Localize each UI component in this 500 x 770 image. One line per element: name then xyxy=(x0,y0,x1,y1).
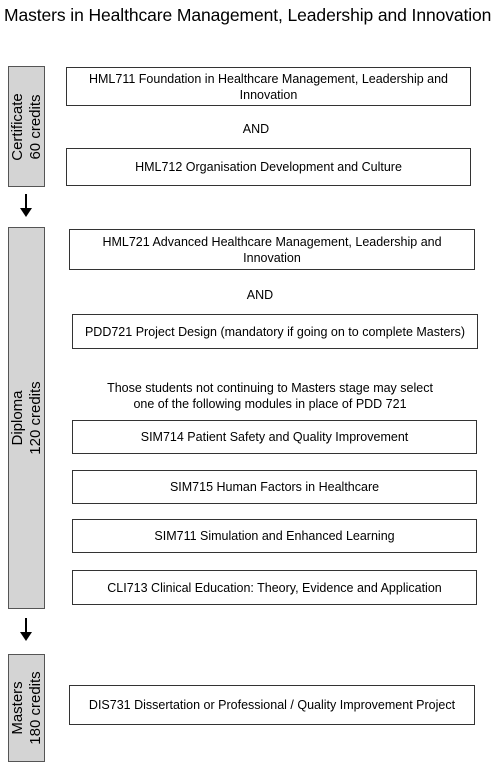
stage-diploma-name: Diploma xyxy=(8,390,26,446)
connector-and-1: AND xyxy=(242,122,270,136)
stage-masters-credits: 180 credits xyxy=(26,671,44,745)
arrow-down-icon xyxy=(17,617,35,643)
stage-certificate xyxy=(8,66,45,187)
stage-masters xyxy=(8,654,45,762)
module-pdd721 xyxy=(72,314,478,349)
elective-note xyxy=(60,380,480,412)
module-sim715 xyxy=(72,470,477,504)
module-hml711-label: HML711 Foundation in Healthcare Management, Leadership and Innovation xyxy=(88,71,449,102)
module-hml712 xyxy=(66,148,471,186)
elective-note-line-2: one of the following modules in place of PDD 721 xyxy=(133,397,407,411)
stage-masters-name: Masters xyxy=(8,681,26,735)
module-dis731 xyxy=(69,685,475,725)
stage-masters-label xyxy=(9,671,45,744)
stage-certificate-label xyxy=(9,93,45,161)
module-sim711 xyxy=(72,519,477,553)
module-hml711 xyxy=(66,67,471,106)
connector-and-2: AND xyxy=(246,288,274,302)
module-hml721 xyxy=(69,229,475,270)
stage-certificate-name: Certificate xyxy=(8,92,26,161)
module-hml712-label: HML712 Organisation Development and Culture xyxy=(135,160,402,174)
module-hml721-label: HML721 Advanced Healthcare Management, Leadership and Innovation xyxy=(102,234,442,265)
stage-diploma-label xyxy=(9,381,45,454)
module-sim714 xyxy=(72,420,477,454)
module-dis731-label: DIS731 Dissertation or Professional / Quality Improvement Project xyxy=(88,698,456,712)
module-cli713 xyxy=(72,570,477,605)
module-sim715-label: SIM715 Human Factors in Healthcare xyxy=(169,480,380,494)
arrow-down-icon xyxy=(17,193,35,219)
stage-diploma-credits: 120 credits xyxy=(26,381,44,455)
module-cli713-label: CLI713 Clinical Education: Theory, Evidence and Application xyxy=(107,580,442,595)
stage-diploma xyxy=(8,227,45,609)
page-title: Masters in Healthcare Management, Leadership and Innovation xyxy=(4,5,492,25)
elective-note-line-1: Those students not continuing to Masters stage may select xyxy=(107,381,433,395)
module-sim711-label: SIM711 Simulation and Enhanced Learning xyxy=(154,529,395,543)
stage-certificate-credits: 60 credits xyxy=(26,93,44,160)
module-sim714-label: SIM714 Patient Safety and Quality Improvement xyxy=(140,430,409,444)
module-pdd721-label: PDD721 Project Design (mandatory if going on to complete Masters) xyxy=(84,324,466,339)
